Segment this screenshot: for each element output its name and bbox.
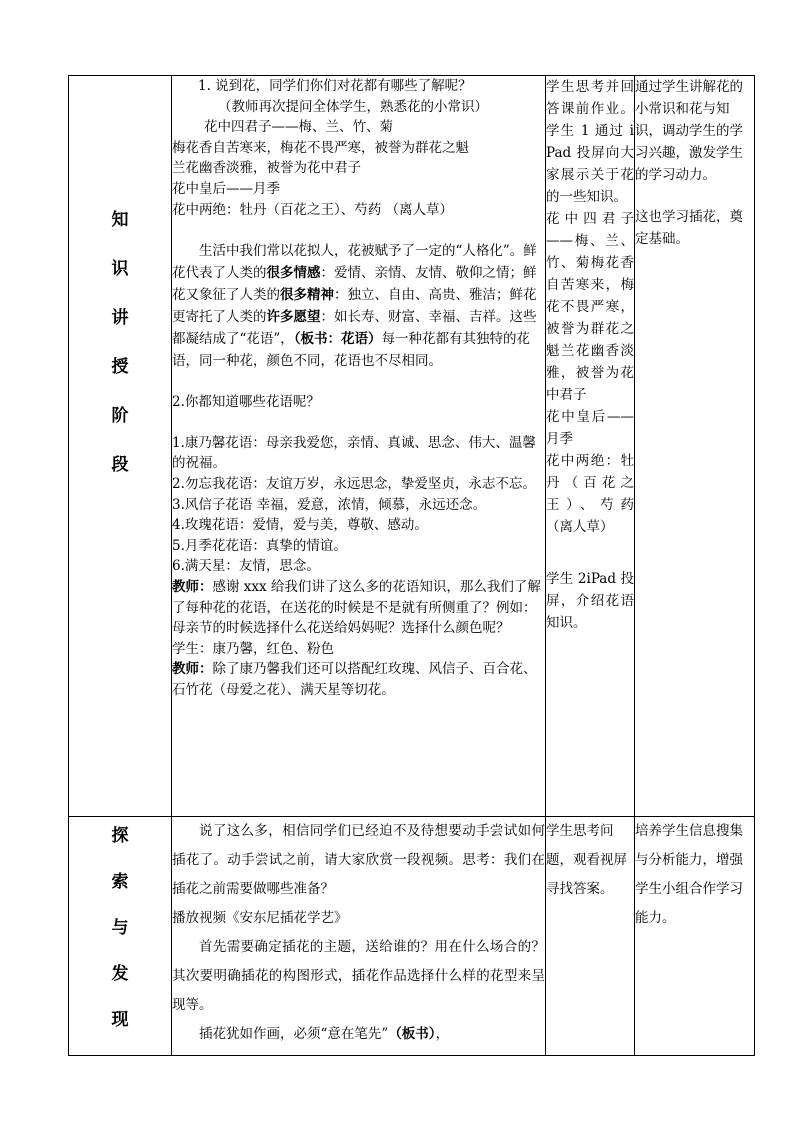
stage-char: 与 xyxy=(111,918,129,938)
explore-content-cell xyxy=(172,817,546,1056)
flower-language-item: 3.风信子花语 幸福，爱意，浓情，倾慕，永远还念。 xyxy=(172,496,487,513)
plum-line: 梅花香自苦寒来，梅花不畏严寒，被誉为群花之魁 xyxy=(172,139,469,156)
question-1: 1. 说到花，同学们你们对花都有哪些了解呢？ xyxy=(198,78,472,94)
flower-language-item: 6.满天星：友情，思念。 xyxy=(172,558,320,575)
stage-cell-knowledge xyxy=(69,76,172,817)
stage-char: 授 xyxy=(111,357,129,377)
student-activity-cell xyxy=(546,76,635,817)
video-line: 播放视频《安东尼插花学艺》 xyxy=(172,910,348,926)
explore-activity-cell xyxy=(546,817,635,1056)
flower-language-item: 5.月季花花语：真挚的情谊。 xyxy=(172,537,347,554)
stage-char: 探 xyxy=(111,826,129,846)
explore-paragraph: 插花犹如作画，必须“意在笔先”（板书）， xyxy=(199,1026,450,1042)
activity-text: 花中皇后——月季 xyxy=(546,409,634,447)
queen-line: 花中皇后——月季 xyxy=(172,180,280,197)
four-gentlemen-line: 花中四君子——梅、兰、竹、菊 xyxy=(204,119,393,136)
purpose-text: 培养学生信息搜集与分析能力，增强学生小组合作学习能力。 xyxy=(635,823,743,926)
flower-language-item: 4.玫瑰花语：爱情，爱与美，尊敬、感动。 xyxy=(172,517,428,534)
teacher-note: （教师再次提问全体学生，熟悉花的小常识） xyxy=(218,98,488,115)
activity-text: 学生思考并回答课前作业。学生 1 通过 iPad 投屏向大家展示关于花的一些知识。 xyxy=(546,79,634,205)
flower-language-paragraph: 生活中我们常以花拟人，花被赋予了一定的“人格化”。鲜花代表了人类的很多情感：爱情、亲情、友情、敬仰之情；鲜花又象征了人类的很多精神：独立、自由、高贵、雅洁；鲜花更寄托了人类的许多愿望：如长寿、财富、幸福、吉祥。这些都凝结成了“花语”，（板书：花语）每一种花都有其独特的花语，同一种花，颜色不同，花语也不尽相同。 xyxy=(172,243,537,370)
stage-char: 段 xyxy=(111,455,129,475)
stage-char: 索 xyxy=(111,872,129,892)
question-2: 2.你都知道哪些花语呢？ xyxy=(172,394,320,411)
teacher-remark-1: 教师：感谢 xxx 给我们讲了这么多的花语知识，那么我们了解了每种花的花语，在送花的时候是不是就有所侧重了？例如：母亲节的时候选择什么花送给妈妈呢？选择什么颜色呢？ xyxy=(172,578,541,637)
explore-purpose-cell xyxy=(635,817,755,1056)
design-purpose-cell xyxy=(635,76,755,817)
flower-language-item: 1.康乃馨花语：母亲我爱您，亲情、真诚、思念、伟大、温馨的祝福。 xyxy=(172,434,536,472)
stage-char: 现 xyxy=(111,1010,129,1030)
flower-language-item: 2.勿忘我花语：友谊万岁，永远思念，挚爱坚贞，永志不忘。 xyxy=(172,475,536,492)
student-answer: 学生：康乃馨，红色、粉色 xyxy=(172,640,334,657)
two-bests-line: 花中两绝：牡丹（百花之王）、芍药 （离人草） xyxy=(172,201,454,218)
knowledge-teaching-row xyxy=(69,76,755,817)
stage-char: 发 xyxy=(111,964,129,984)
stage-cell-explore xyxy=(69,817,172,1056)
purpose-text: 通过学生讲解花的小常识和花与知识，调动学生的学习兴趣，激发学生的学习动力。 xyxy=(635,79,743,183)
orchid-line: 兰花幽香淡雅，被誉为花中君子 xyxy=(172,160,361,177)
stage-char: 讲 xyxy=(111,308,129,328)
stage-char: 阶 xyxy=(111,406,129,426)
activity-text: 学生思考问题，观看视屏寻找答案。 xyxy=(546,823,627,897)
teacher-remark-2: 教师：除了康乃馨我们还可以搭配红玫瑰、风信子、百合花、石竹花（母爱之花）、满天星等切花。 xyxy=(172,661,537,698)
purpose-text: 这也学习插花，奠定基础。 xyxy=(635,209,743,247)
activity-text: 花中四君子——梅、兰、竹、菊梅花香自苦寒来，梅花不畏严寒，被誉为群花之魁兰花幽香淡雅，被誉为花中君子 xyxy=(546,211,634,403)
stage-char: 知 xyxy=(111,210,129,230)
explore-paragraph: 首先需要确定插花的主题，送给谁的？用在什么场合的？其次要明确插花的构图形式，插花作品选择什么样的花型来呈现等。 xyxy=(172,939,545,1013)
teaching-content-cell xyxy=(172,76,546,817)
explore-paragraph: 说了这么多，相信同学们已经迫不及待想要动手尝试如何插花了。动手尝试之前，请大家欣赏一段视频。思考：我们在插花之前需要做哪些准备？ xyxy=(172,823,545,897)
explore-discover-row xyxy=(69,817,755,1056)
activity-text: 花中两绝：牡丹（百花之王）、芍药 （离人草） xyxy=(546,453,634,535)
activity-text: 学生 2iPad 投屏，介绍花语知识。 xyxy=(546,571,634,631)
stage-char: 识 xyxy=(111,259,129,279)
lesson-plan-table xyxy=(68,75,755,1056)
